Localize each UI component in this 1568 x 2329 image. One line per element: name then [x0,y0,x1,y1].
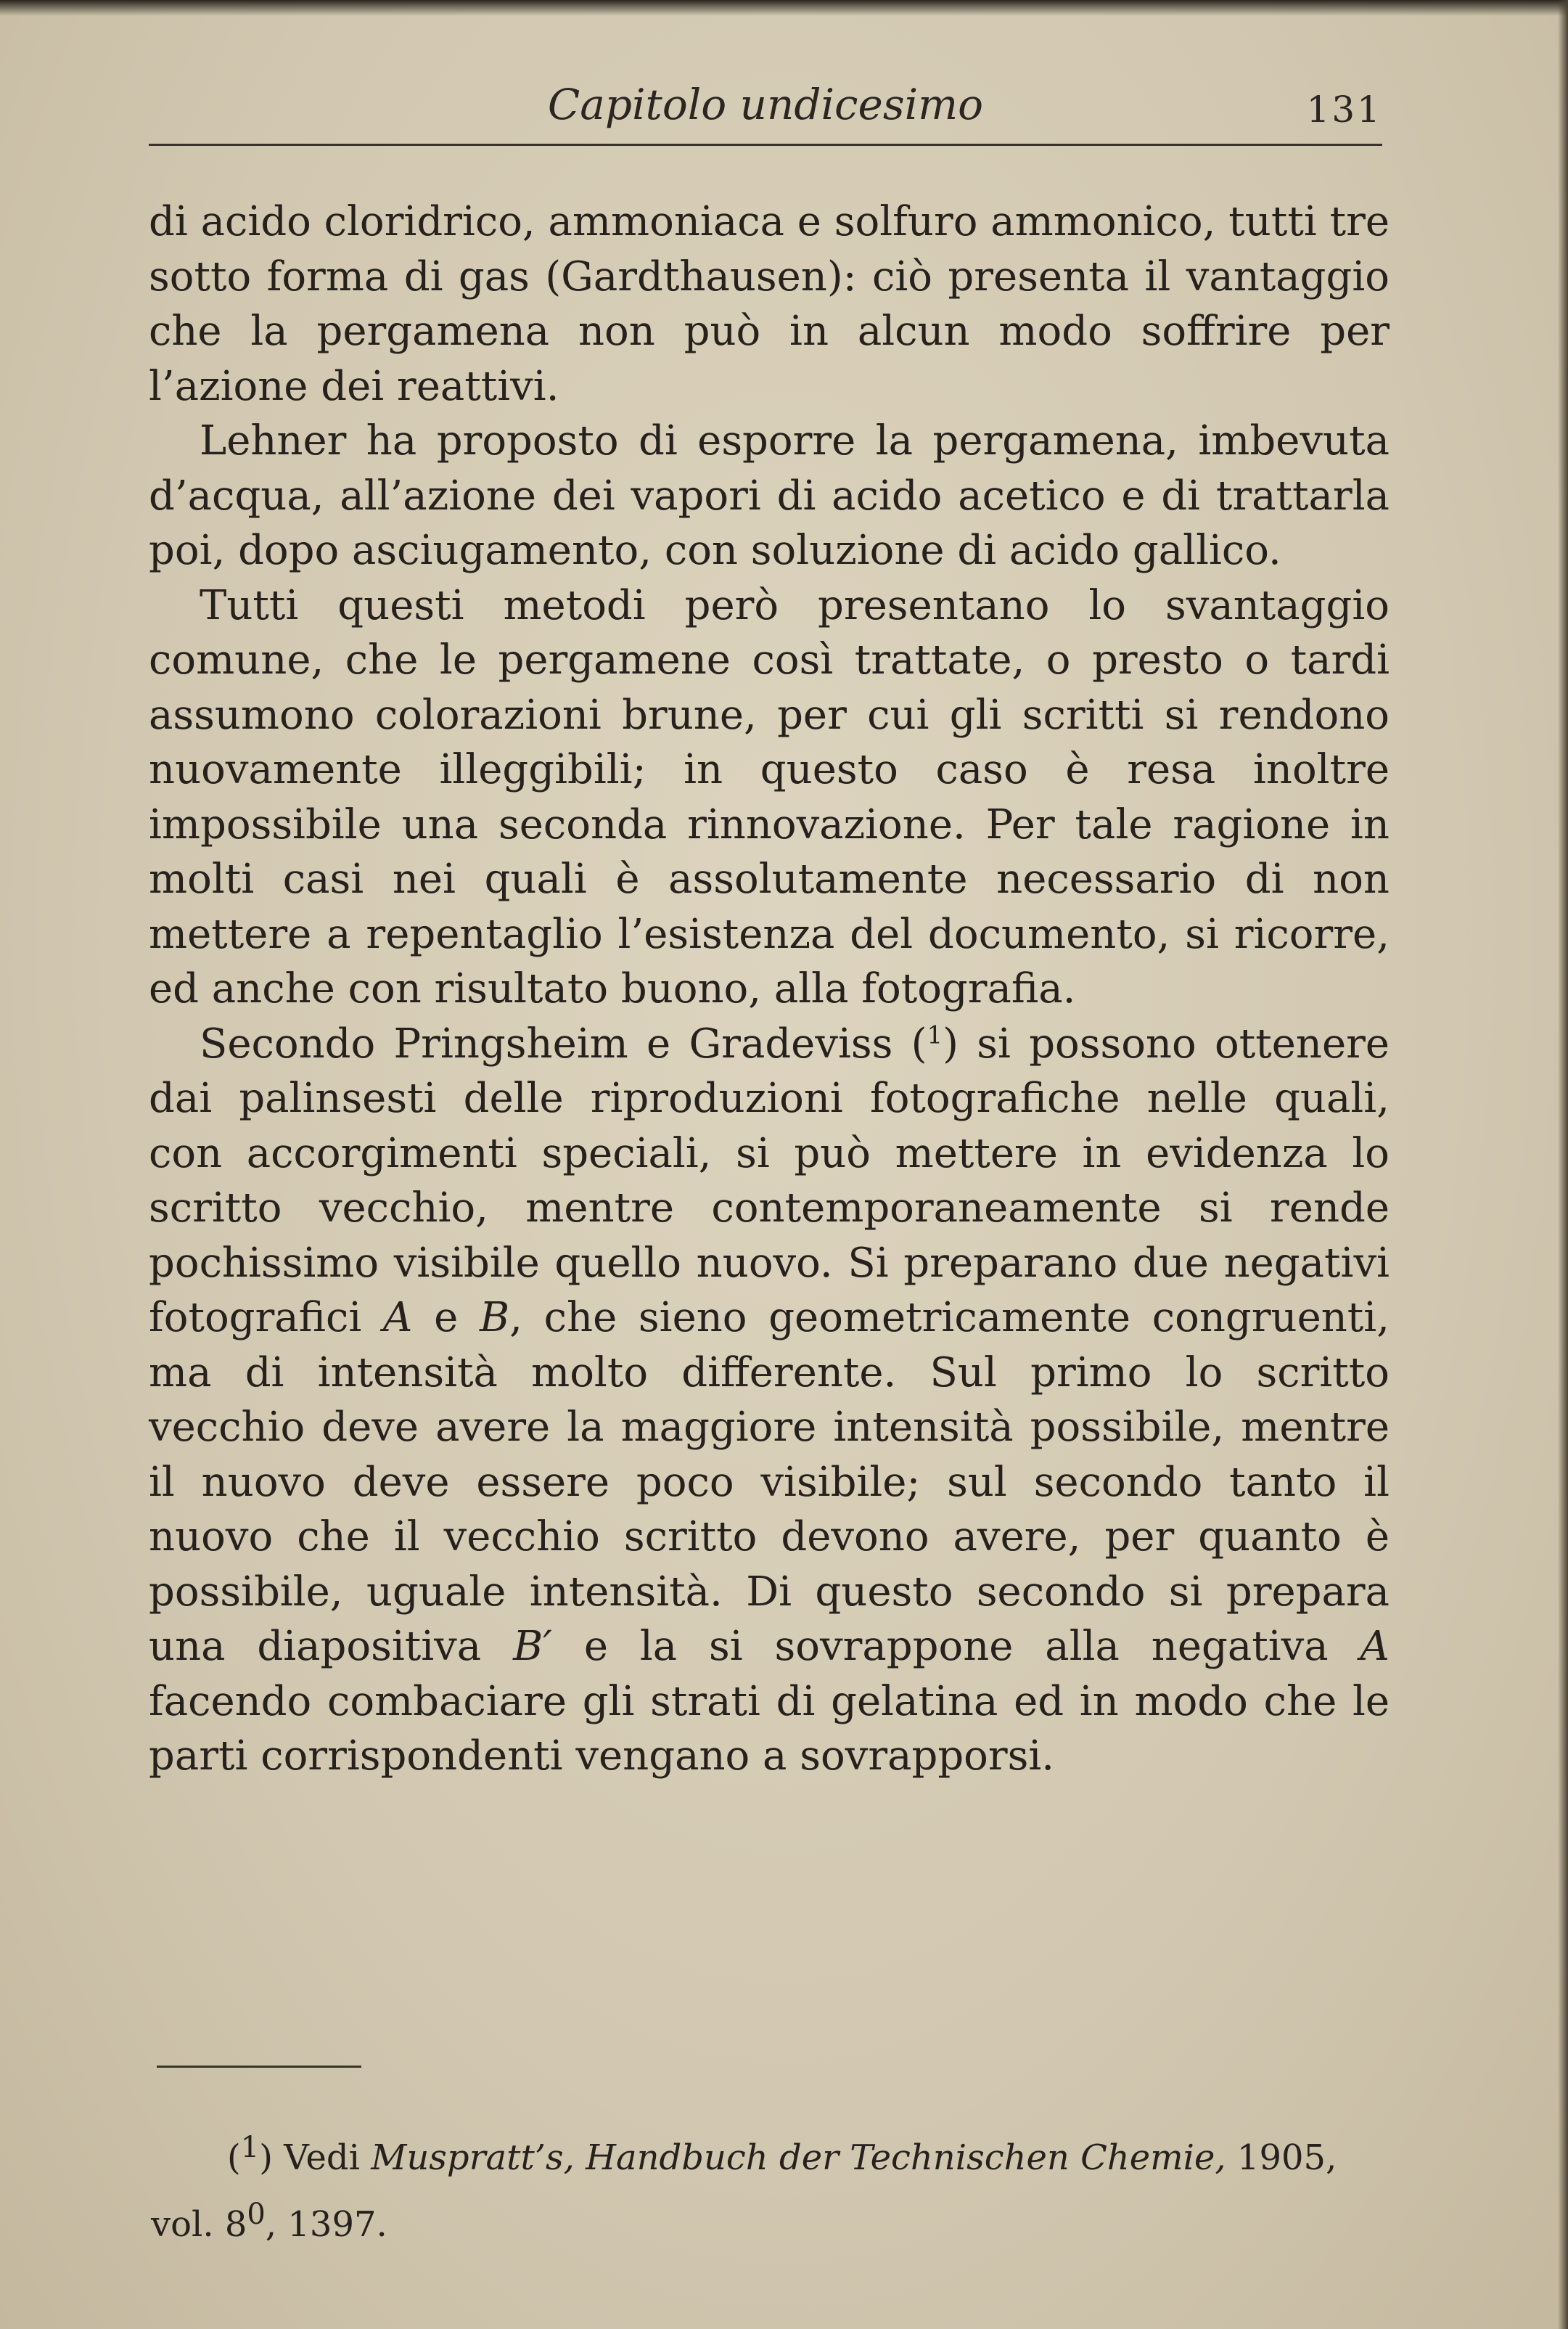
page-right-shadow [1558,0,1568,2329]
footnote-line-1 [151,2119,1399,2186]
footnote-year: 1905, [1226,2137,1337,2178]
footnote-lead: Vedi [272,2137,372,2178]
p4-text-start: Secondo Pringsheim e Gradeviss ( [200,1020,927,1068]
p4-text-a: ) si possono ottenere dai palinsesti delle riproduzioni fotografiche nelle quali, con accorgimenti speciali, si può mettere in evidenza lo scritto vecchio, mentre contemporaneamente si rende pochissimo visibile quello nuovo. Si preparano due negativi fotografici [149,1020,1390,1341]
footnote-marker-close: ) [259,2137,273,2178]
footnote-volume: vol. 8 [151,2204,247,2245]
p4-text-b: , che sieno geometricamente congruenti, ma di intensità molto differente. Sul primo lo scritto vecchio deve avere la maggiore intensità possibile, mentre il nuovo deve essere poco visibile; sul secondo tanto il nuovo che il vecchio scritto devono avere, per quanto è possibile, uguale intensità. Di questo secondo si prepara una diapositiva [149,1294,1390,1670]
main-text [149,195,1390,1784]
footnote-line-2 [151,2186,1399,2253]
variable-b: B [480,1294,510,1341]
variable-b-prime: B′ [513,1623,552,1670]
paragraph-1: di acido cloridrico, ammoniaca e solfuro ammonico, tutti tre sotto forma di gas (Gardthausen): ciò presenta il vantaggio che la pergamena non può in alcun modo soffrire per l’azione dei reattivi. [149,198,1390,410]
variable-a: A [383,1294,413,1341]
paragraph-3: Tutti questi metodi però presentano lo svantaggio comune, che le pergamene così trattate, o presto o tardi assumono colorazioni brune, per cui gli scritti si rendono nuovamente illeggibili; in questo caso è resa inoltre impossibile una seconda rinnovazione. Per tale ragione in molti casi nei quali è assolutamente necessario di non mettere a repentaglio l’esistenza del documento, si ricorre, ed anche con risultato buono, alla fotografia. [149,581,1390,1012]
page-header [149,73,1382,152]
paragraph-2: Lehner ha proposto di esporre la pergamena, imbevuta d’acqua, all’azione dei vapori di acido acetico e di trattarla poi, dopo asciugamento, con soluzione di acido gallico. [149,417,1390,574]
footnote-volume-sup: 0 [247,2198,266,2231]
page-number: 131 [1306,89,1382,131]
footnote-rule [157,2066,361,2068]
p4-text-end: facendo combaciare gli strati di gelatina ed in modo che le parti corrispondenti vengano a sovrapporsi. [149,1677,1390,1780]
footnote-marker-number: 1 [240,2131,260,2164]
header-rule [149,144,1382,146]
footnote-work-title: Muspratt’s, Handbuch der Technischen Chemie, [371,2137,1226,2178]
page-top-shadow [0,0,1568,16]
footnote-marker-open: ( [227,2137,241,2178]
variable-a-second: A [1360,1623,1390,1670]
footnote-page: , 1397. [265,2204,387,2245]
running-head: Capitolo undicesimo [547,80,984,129]
footnote [151,2119,1399,2253]
footnote-ref: 1 [927,1020,943,1049]
p4-text-c: e la si sovrappone alla negativa [551,1623,1360,1670]
p4-conjunction: e [412,1294,480,1341]
paragraph-4 [149,1017,1390,1784]
